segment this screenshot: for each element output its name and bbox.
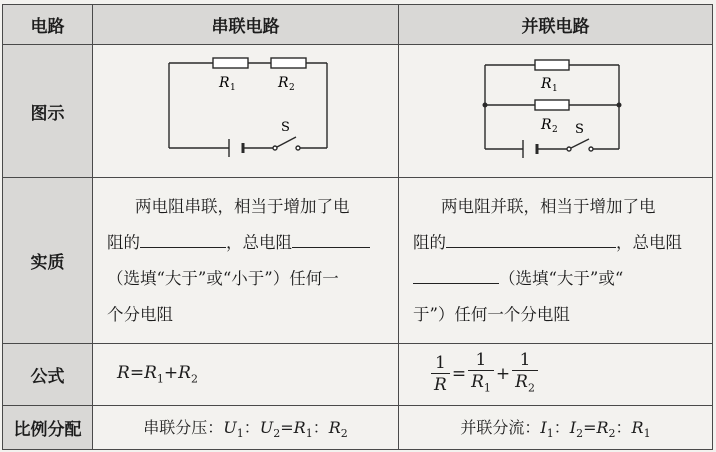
frac-num: 1: [468, 350, 494, 371]
formula-plus: +: [163, 363, 179, 384]
formula-r1: R: [144, 363, 157, 384]
r2-sub: 2: [552, 125, 558, 135]
node-right: [617, 103, 622, 108]
parallel-eq: =: [451, 364, 467, 384]
switch-symbol: [567, 139, 593, 151]
parallel-essence-line1: 两电阻并联，相当于增加了电: [441, 196, 656, 216]
header-series: 串联电路: [93, 5, 399, 45]
formula-eq: =: [129, 363, 145, 384]
parallel-ratio-prefix: 并联分流：: [460, 417, 541, 437]
resistor-r1: [213, 58, 248, 68]
parallel-ratio: [399, 415, 712, 440]
parallel-plus: +: [495, 364, 511, 384]
r2-sub: 2: [340, 427, 348, 441]
series-diagram-cell: [93, 45, 399, 178]
u1-sub: 1: [236, 427, 244, 441]
header-circuit: 电路: [3, 5, 93, 45]
i2: I: [569, 417, 577, 437]
frac-num: 1: [431, 353, 450, 374]
parallel-formula: [399, 350, 712, 399]
r2-label: R: [278, 75, 289, 91]
eq: =: [280, 417, 294, 437]
series-essence-line2b: ，总电阻: [226, 232, 292, 252]
label-formula: 公式: [3, 344, 93, 406]
r1-sub: 1: [230, 83, 236, 93]
series-essence-line1: 两电阻串联，相当于增加了电: [135, 196, 350, 216]
frac-den-r: R: [515, 371, 528, 392]
colon: ：: [243, 417, 260, 437]
series-circuit-diagram: [93, 45, 397, 173]
r1-sub: 1: [305, 427, 313, 441]
r1-label: R: [541, 76, 552, 92]
r1-label: R: [219, 75, 230, 91]
fraction-r1: [468, 350, 494, 399]
i2-sub: 2: [576, 427, 584, 441]
series-ratio: [93, 415, 398, 440]
switch-label: S: [281, 120, 290, 135]
label-diagram: 图示: [3, 45, 93, 178]
r2: R: [596, 417, 609, 437]
resistor-r2: [271, 58, 306, 68]
frac-sub2: 2: [527, 381, 535, 395]
parallel-essence-line2b: ，总电阻: [616, 232, 682, 252]
series-ratio-cell: [93, 406, 399, 450]
u2: U: [259, 417, 274, 437]
u1: U: [223, 417, 237, 437]
colon: ：: [312, 417, 329, 437]
parallel-essence-cell: [399, 178, 713, 344]
colon: ：: [615, 417, 632, 437]
r2-sub: 2: [608, 427, 616, 441]
formula-r: R: [117, 363, 130, 384]
fraction-r2: [512, 350, 538, 399]
frac-sub1: 1: [483, 381, 491, 395]
parallel-formula-cell: [399, 344, 713, 406]
u2-sub: 2: [273, 427, 281, 441]
parallel-essence-line4: 于”）任何一个分电阻: [413, 304, 570, 324]
header-row: [3, 5, 713, 45]
node-left: [483, 103, 488, 108]
series-formula-cell: [93, 344, 399, 406]
header-parallel: 并联电路: [399, 5, 713, 45]
series-ratio-prefix: 串联分压：: [143, 417, 224, 437]
frac-num: 1: [512, 350, 538, 371]
eq: =: [583, 417, 597, 437]
formula-sub2: 2: [190, 372, 198, 386]
series-essence-line2a: 阻的: [107, 232, 140, 252]
comparison-table: [2, 4, 713, 450]
parallel-essence-line3: （选填“大于”或“: [499, 268, 624, 288]
formula-sub1: 1: [156, 372, 164, 386]
series-formula: [93, 363, 398, 385]
diagram-row: [3, 45, 713, 178]
r1: R: [631, 417, 644, 437]
battery-symbol: [523, 140, 537, 158]
parallel-diagram-cell: [399, 45, 713, 178]
parallel-essence-text: [399, 183, 712, 339]
frac-den-r: R: [471, 371, 484, 392]
parallel-blank-1[interactable]: [446, 227, 616, 248]
formula-r2: R: [178, 363, 191, 384]
r1-sub: 1: [643, 427, 651, 441]
r1: R: [293, 417, 306, 437]
fraction-total: [431, 353, 450, 396]
series-blank-1[interactable]: [140, 227, 226, 248]
resistor-r1: [535, 60, 569, 70]
r2-label: R: [541, 117, 552, 133]
parallel-blank-2[interactable]: [413, 263, 499, 284]
i1: I: [540, 417, 547, 437]
formula-row: [3, 344, 713, 406]
series-essence-line4: 个分电阻: [107, 304, 173, 324]
r1-sub: 1: [552, 84, 558, 94]
parallel-ratio-cell: [399, 406, 713, 450]
parallel-essence-line2a: 阻的: [413, 232, 446, 252]
r2: R: [328, 417, 341, 437]
ratio-row: [3, 406, 713, 450]
series-essence-cell: [93, 178, 399, 344]
series-essence-line3: （选填“大于”或“小于”）任何一: [107, 268, 339, 288]
label-essence: 实质: [3, 178, 93, 344]
series-blank-2[interactable]: [292, 227, 370, 248]
r2-sub: 2: [289, 83, 295, 93]
i1-sub: 1: [546, 427, 554, 441]
series-essence-text: [93, 183, 398, 339]
battery-symbol: [229, 139, 243, 157]
parallel-circuit-diagram: [399, 45, 711, 173]
switch-symbol: [273, 137, 300, 150]
essence-row: [3, 178, 713, 344]
switch-label: S: [575, 122, 584, 137]
resistor-r2: [535, 100, 569, 110]
label-ratio: 比例分配: [3, 406, 93, 450]
frac-den-r: R: [434, 375, 447, 395]
colon: ：: [553, 417, 570, 437]
